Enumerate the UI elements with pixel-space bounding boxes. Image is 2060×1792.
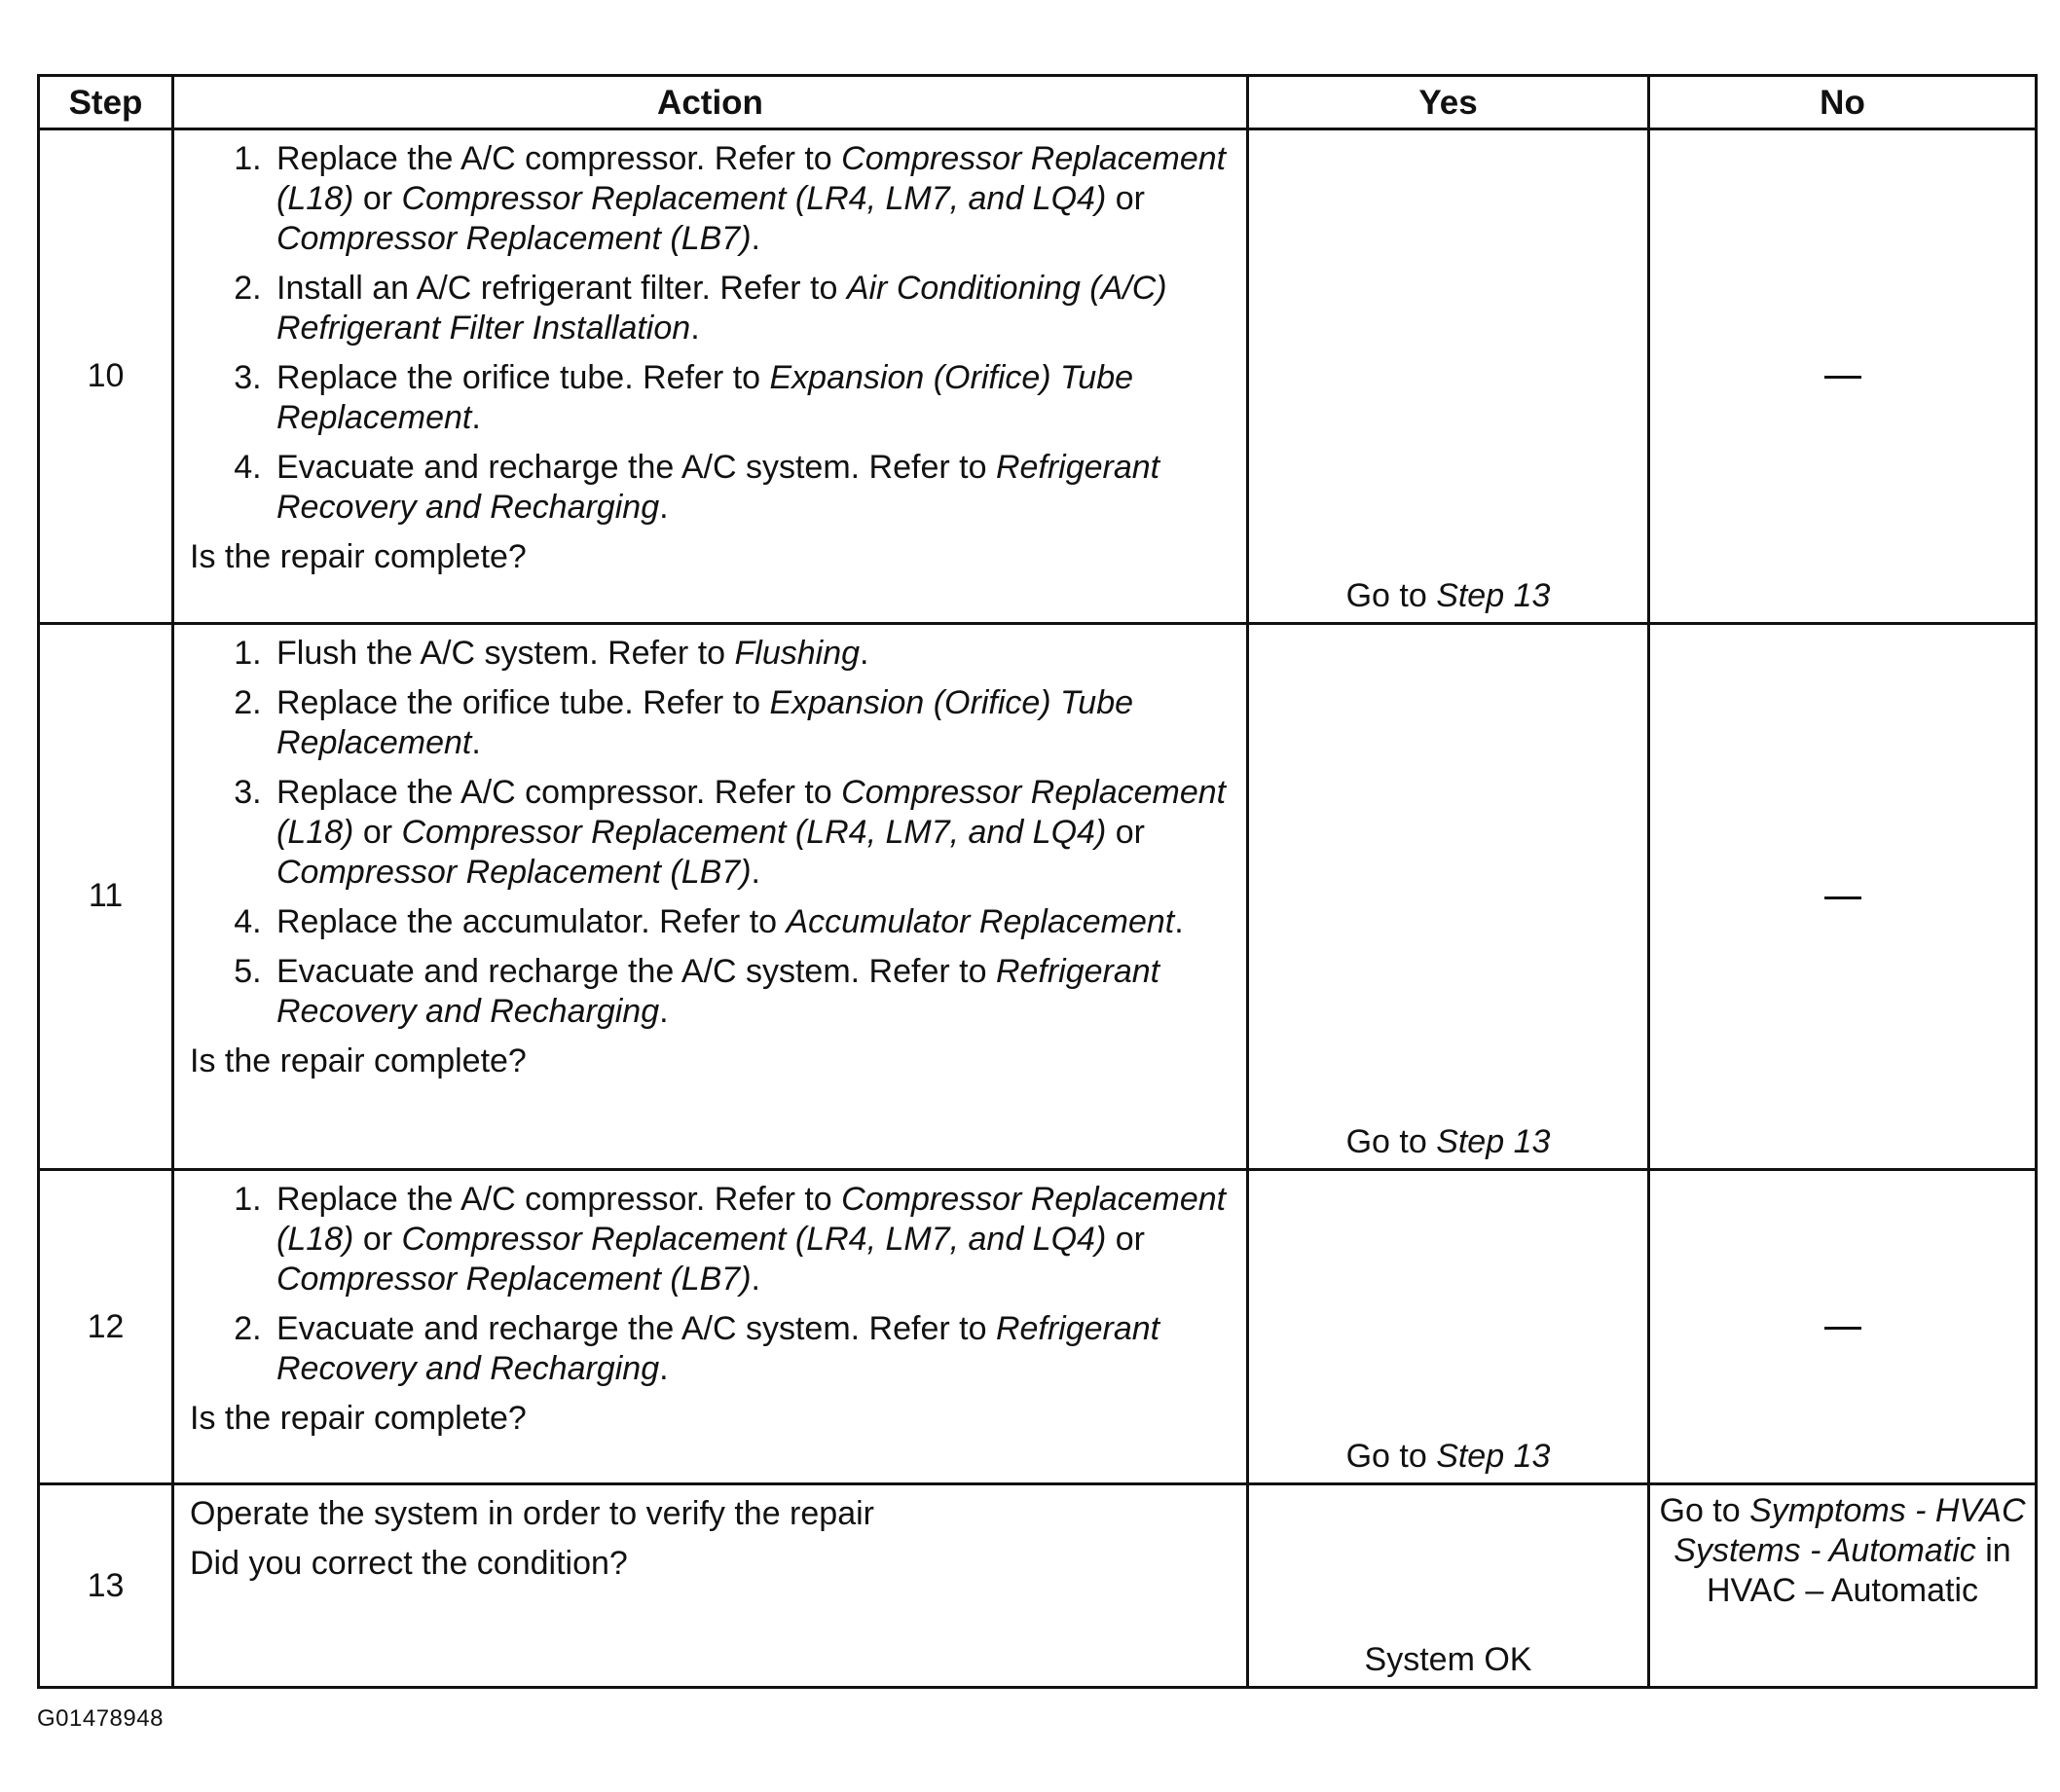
text-segment: or [353, 180, 402, 217]
question-text: Did you correct the condition? [190, 1545, 628, 1583]
text-segment: or [353, 1221, 402, 1259]
reference-link[interactable]: Step 13 [1436, 576, 1551, 614]
action-list [190, 634, 1232, 1032]
reference-link[interactable]: Flushing [734, 634, 861, 672]
text-segment: . [860, 634, 869, 672]
no-cell [1649, 1484, 2037, 1688]
text-segment: or [1106, 1221, 1145, 1259]
text-segment: System OK [1364, 1641, 1532, 1678]
action-item [271, 902, 1232, 942]
text-segment: Evacuate and recharge the A/C system. Refer to [276, 952, 996, 990]
table-row [39, 623, 2037, 1169]
text-segment: . [659, 489, 669, 526]
action-item [271, 269, 1232, 348]
text-segment: Go to [1345, 1123, 1437, 1161]
question-text: Is the repair complete? [190, 538, 527, 575]
reference-link[interactable]: Compressor Replacement (LR4, LM7, and LQ4) [401, 1221, 1107, 1259]
reference-link[interactable]: Refrigerant Recovery and Recharging [276, 449, 1160, 526]
no-cell [1649, 1170, 2037, 1484]
text-segment: Replace the A/C compressor. Refer to [276, 140, 842, 177]
reference-link[interactable]: Compressor Replacement (LR4, LM7, and LQ4) [401, 180, 1107, 217]
step-number: 12 [39, 1170, 173, 1484]
text-segment: Go to [1345, 576, 1437, 614]
table-row [39, 1484, 2037, 1688]
text-segment: Go to [1659, 1492, 1750, 1530]
action-item [271, 358, 1232, 438]
text-segment: . [1174, 902, 1184, 940]
reference-link[interactable]: Compressor Replacement (L18) [276, 1181, 1227, 1259]
text-segment: . [690, 310, 700, 347]
figure-id: G01478948 [37, 1705, 164, 1732]
reference-link[interactable]: Refrigerant Recovery and Recharging [276, 952, 1160, 1030]
reference-link[interactable]: Compressor Replacement (L18) [276, 773, 1227, 851]
reference-link[interactable]: Symptoms - HVAC Systems - Automatic [1674, 1492, 2026, 1570]
text-segment: Go to [1345, 1438, 1437, 1476]
no-cell [1649, 129, 2037, 624]
text-segment: . [751, 220, 760, 257]
reference-link[interactable]: Compressor Replacement (LB7) [276, 220, 752, 257]
diagnostic-table [37, 74, 2038, 1689]
dash-mark [1824, 1327, 1861, 1330]
table-body [39, 129, 2037, 1688]
action-item [271, 773, 1232, 893]
header-step: Step [39, 76, 173, 129]
question-text: Is the repair complete? [190, 1042, 527, 1079]
action-cell [173, 1170, 1248, 1484]
text-segment: Replace the orifice tube. Refer to [276, 683, 770, 721]
text-segment: . [471, 723, 481, 761]
dash-mark [1824, 376, 1861, 379]
yes-cell [1248, 623, 1649, 1169]
no-cell [1649, 623, 2037, 1169]
text-segment: or [1106, 813, 1145, 851]
reference-link[interactable]: Step 13 [1436, 1438, 1551, 1476]
reference-link[interactable]: Accumulator Replacement [786, 902, 1175, 940]
text-segment: or [353, 813, 402, 851]
reference-link[interactable]: Compressor Replacement (LR4, LM7, and LQ4) [401, 813, 1107, 851]
reference-link[interactable]: Expansion (Orifice) Tube Replacement [276, 359, 1134, 436]
reference-link[interactable]: Compressor Replacement (LB7) [276, 853, 752, 891]
action-list [190, 1180, 1232, 1389]
text-segment: Replace the orifice tube. Refer to [276, 359, 770, 396]
header-row [39, 76, 2037, 129]
text-segment: Replace the A/C compressor. Refer to [276, 773, 842, 811]
action-item [271, 952, 1232, 1032]
yes-cell [1248, 129, 1649, 624]
action-item [271, 1180, 1232, 1299]
yes-cell [1248, 1484, 1649, 1688]
question-text: Is the repair complete? [190, 1400, 527, 1438]
dash-mark [1824, 896, 1861, 899]
reference-link[interactable]: Step 13 [1436, 1123, 1551, 1161]
step-number: 13 [39, 1484, 173, 1688]
header-no: No [1649, 76, 2037, 129]
header-yes: Yes [1248, 76, 1649, 129]
action-item [271, 683, 1232, 763]
action-item [271, 1309, 1232, 1389]
header-action: Action [173, 76, 1248, 129]
text-segment: Evacuate and recharge the A/C system. Refer to [276, 449, 996, 486]
action-list [190, 139, 1232, 528]
text-segment: Replace the A/C compressor. Refer to [276, 1181, 842, 1219]
yes-cell [1248, 1170, 1649, 1484]
reference-link[interactable]: Refrigerant Recovery and Recharging [276, 1310, 1160, 1388]
action-cell [173, 1484, 1248, 1688]
step-number: 10 [39, 129, 173, 624]
text-segment: . [659, 1350, 669, 1388]
text-segment: . [751, 1261, 760, 1298]
reference-link[interactable]: Air Conditioning (A/C) Refrigerant Filter Installation [276, 270, 1167, 347]
table-row [39, 1170, 2037, 1484]
reference-link[interactable]: Compressor Replacement (L18) [276, 140, 1227, 217]
reference-link[interactable]: Expansion (Orifice) Tube Replacement [276, 683, 1134, 761]
text-segment: . [659, 992, 669, 1030]
text-segment: Evacuate and recharge the A/C system. Refer to [276, 1310, 996, 1348]
text-segment: . [751, 853, 760, 891]
text-segment: or [1106, 180, 1145, 217]
text-segment: Flush the A/C system. Refer to [276, 634, 735, 672]
text-segment: Replace the accumulator. Refer to [276, 902, 787, 940]
action-item [271, 448, 1232, 528]
text-segment: in HVAC – Automatic [1706, 1532, 2011, 1610]
action-cell [173, 129, 1248, 624]
question-text: Operate the system in order to verify the repair [190, 1495, 874, 1533]
action-cell [173, 623, 1248, 1169]
text-segment: Install an A/C refrigerant filter. Refer to [276, 270, 847, 307]
table-row [39, 129, 2037, 624]
reference-link[interactable]: Compressor Replacement (LB7) [276, 1261, 752, 1298]
text-segment: . [471, 399, 481, 436]
step-number: 11 [39, 623, 173, 1169]
action-item [271, 139, 1232, 259]
action-item [271, 634, 1232, 674]
